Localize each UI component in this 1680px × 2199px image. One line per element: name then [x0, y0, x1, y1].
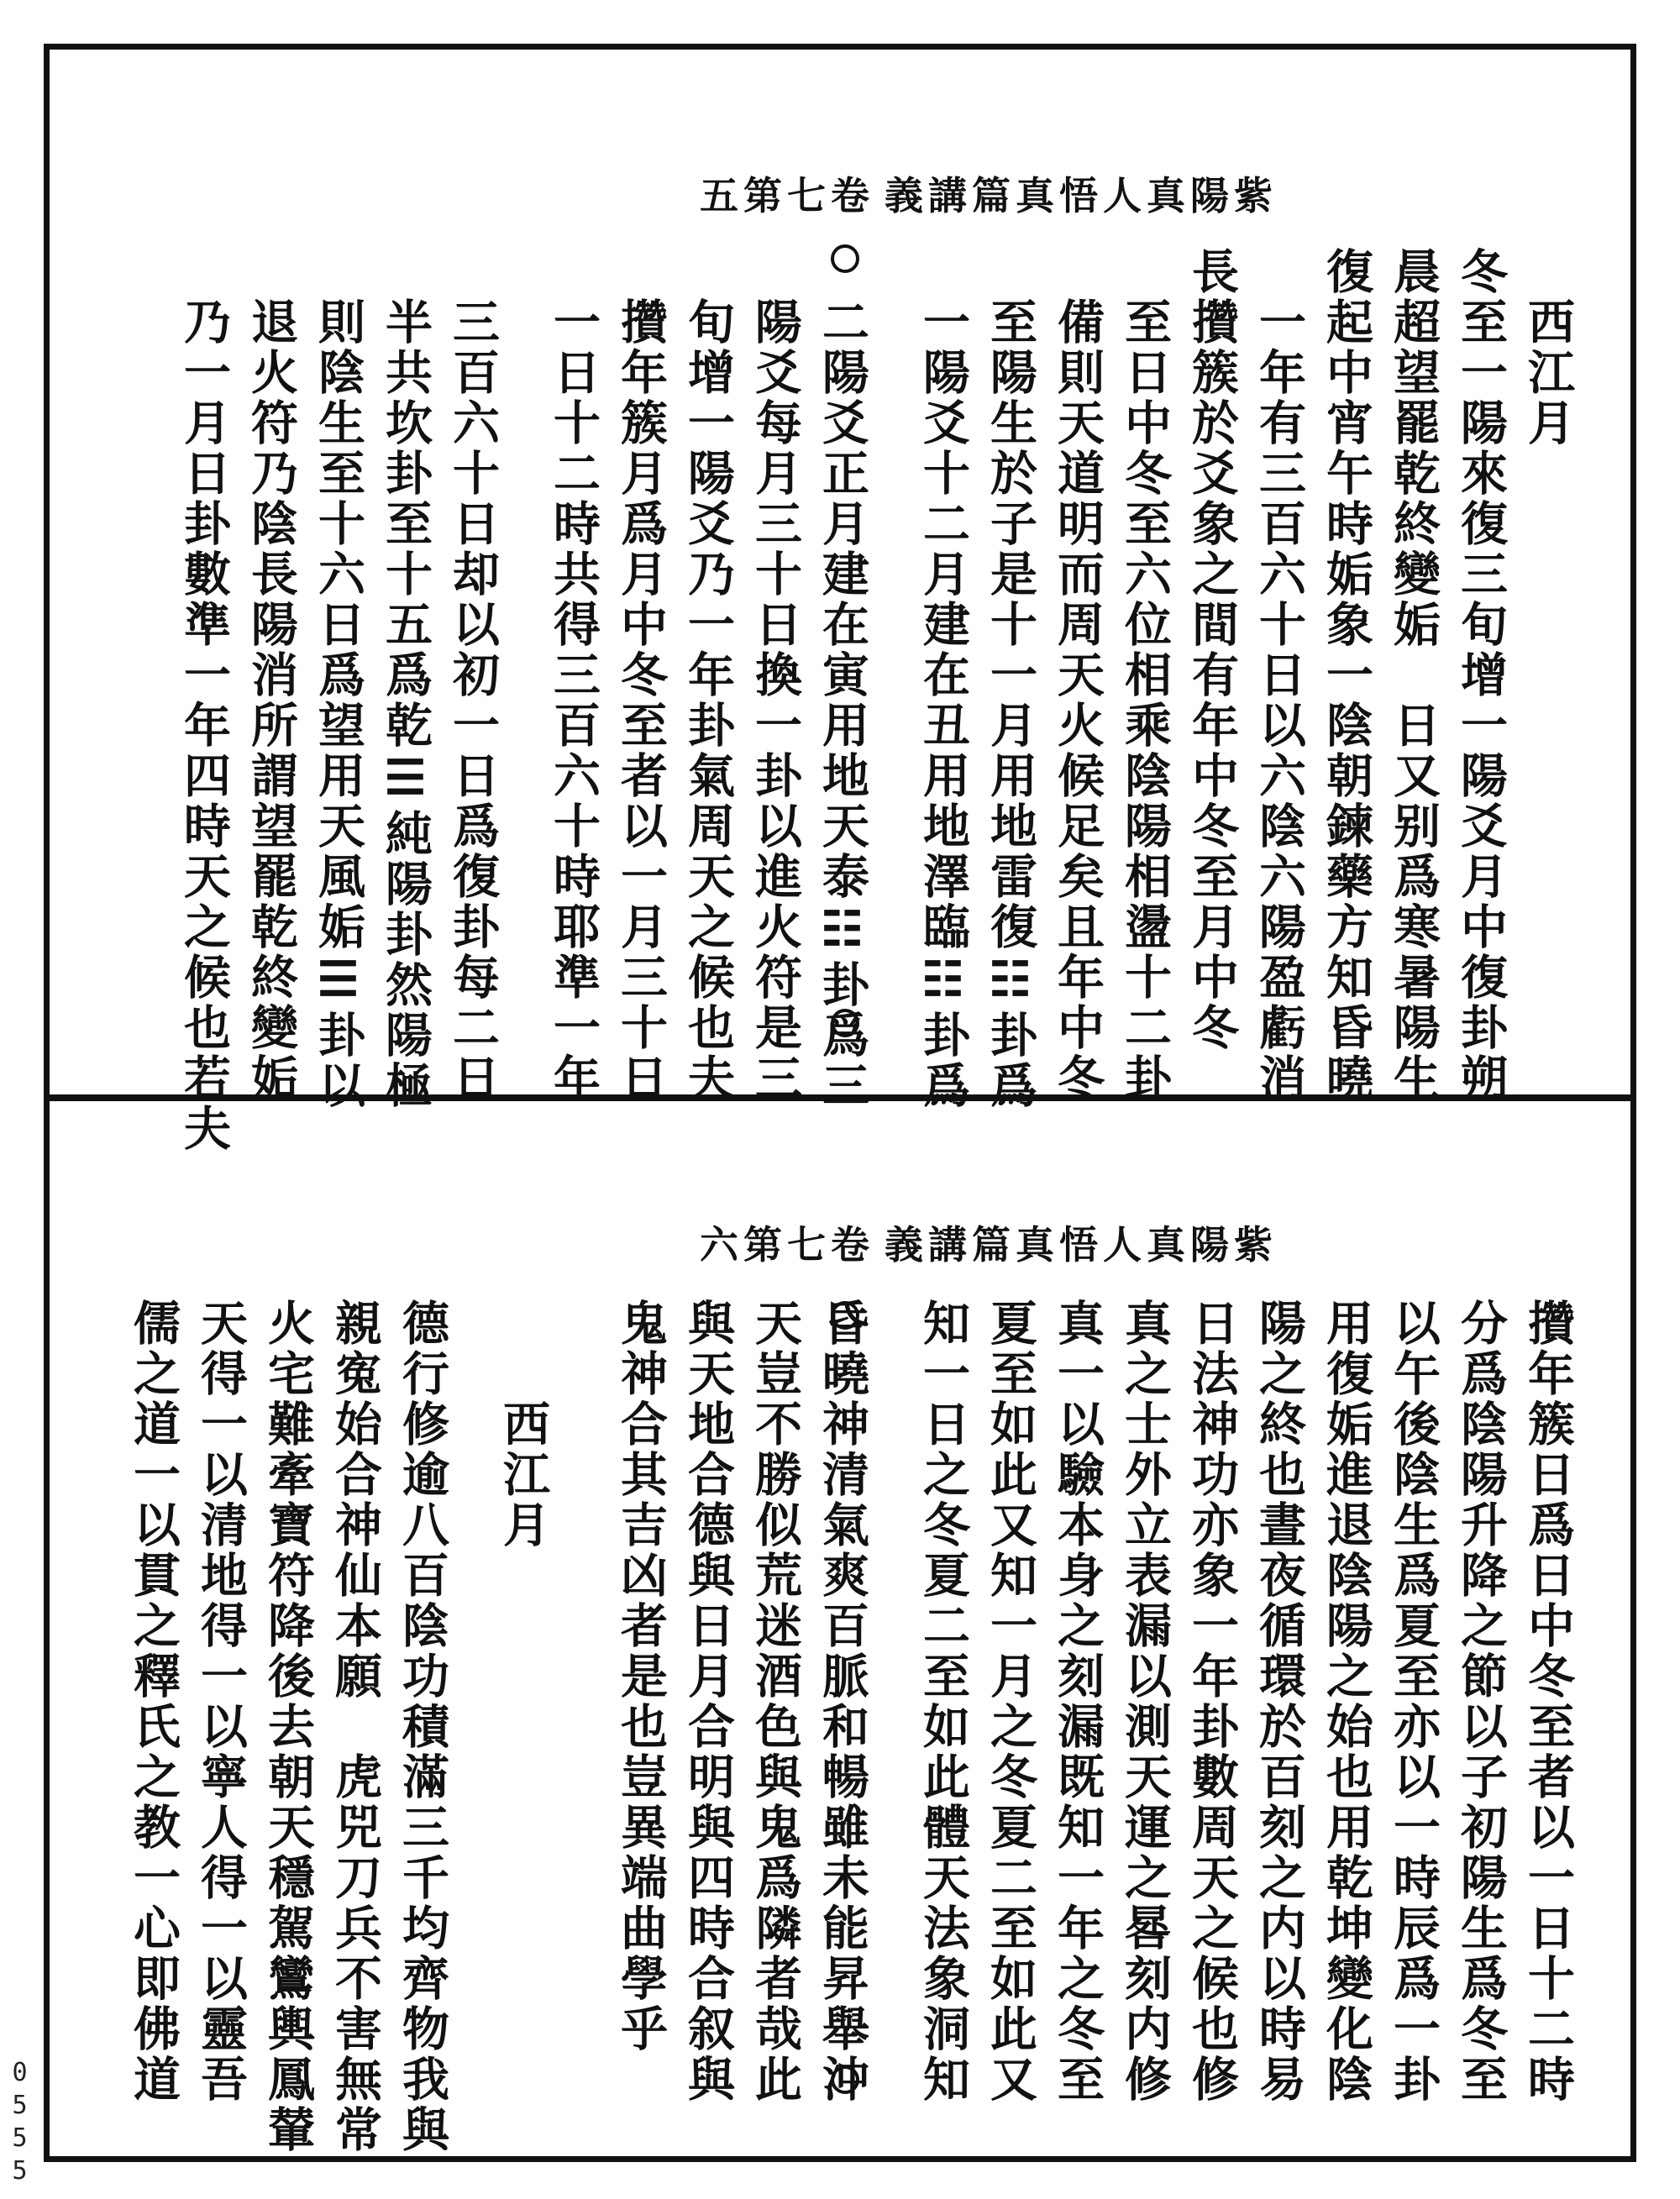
- text-column: 冬至一陽來復三旬增一陽爻月中復卦朔: [1453, 247, 1509, 1104]
- lower-text-columns: [75, 1299, 1605, 2155]
- text-column: 旬增一陽爻乃一年卦氣周天之候也夫: [680, 297, 736, 1104]
- text-column: 退火符乃陰長陽消所謂望罷乾終變姤: [244, 297, 299, 1104]
- text-column: 分爲陰陽升降之節以子初陽生爲冬至: [1453, 1299, 1509, 2105]
- text-column: 陽之終也晝夜循環於百刻之内以時易: [1252, 1299, 1307, 2105]
- text-column: 昏曉神清氣爽百脈和暢雖未能昇舉沖: [815, 1299, 870, 2105]
- text-column: 真之士外立表漏以測天運之晷刻内修: [1117, 1299, 1173, 2105]
- text-column: 攢年簇日爲日中冬至者以一日十二時: [1520, 1299, 1576, 2105]
- text-column: 晨超望罷乾終變姤 日又别爲寒暑陽生: [1386, 247, 1441, 1104]
- upper-header-title: 紫陽真人悟真篇講義: [885, 173, 1278, 218]
- lower-leaf: [50, 1101, 1630, 2156]
- text-column: 攢年簇月爲月中冬至者以一月三十日: [613, 297, 669, 1104]
- lower-header: [50, 1215, 1630, 1265]
- text-column: 陽爻每月三十日換一卦以進火符是三: [748, 297, 803, 1104]
- text-column: 復起中宵午時姤象一陰朝鍊藥方知昏曉: [1319, 247, 1374, 1104]
- text-column: 至陽生於子是十一月用地雷復☷卦爲: [983, 297, 1038, 1111]
- text-column: 一陽爻十二月建在丑用地澤臨☷卦爲: [916, 297, 971, 1111]
- text-column: 夏至如此又知一月之冬夏二至如此又: [983, 1299, 1038, 2105]
- upper-header-folio: 卷七第五: [700, 173, 874, 218]
- text-column: 三百六十日却以初一日爲復卦每二日: [445, 297, 501, 1104]
- text-column: 備則天道明而周天火候足矣且年中冬: [1050, 297, 1105, 1104]
- text-column: 以午後陰生爲夏至亦以一時辰爲一卦: [1386, 1299, 1441, 2105]
- text-column: 與天地合德與日月合明與四時合叙與: [680, 1299, 736, 2105]
- text-column: 半共坎卦至十五爲乾☰純陽卦然陽極: [378, 297, 433, 1111]
- text-column: 則陰生至十六日爲望用天風姤☰卦以: [311, 297, 366, 1111]
- text-column: 一年有三百六十日以六陰六陽盈虧消: [1252, 297, 1307, 1104]
- text-column: 至日中冬至六位相乘陰陽相盪十二卦: [1117, 297, 1173, 1104]
- circle-mark-icon: [831, 1301, 859, 1330]
- text-column: 二陽爻正月建在寅用地天泰☷卦爲三: [815, 297, 870, 1111]
- upper-header: [50, 165, 1630, 216]
- text-column: 親寃始合神仙本願 虎兕刀兵不害無常: [328, 1299, 383, 2155]
- text-column: 真一以驗本身之刻漏既知一年之冬至: [1050, 1299, 1105, 2105]
- text-column: 長攢簇於爻象之間有年中冬至月中冬: [1184, 247, 1240, 1053]
- text-column: 天豈不勝似荒迷酒色與鬼爲隣者哉此: [748, 1299, 803, 2105]
- text-column: 德行修逾八百陰功積滿三千均齊物我與: [395, 1299, 450, 2155]
- text-column: 西江月: [496, 1399, 551, 1551]
- text-column: 日法神功亦象一年卦數周天之候也修: [1184, 1299, 1240, 2105]
- text-column: 儒之道一以貫之釋氏之教一心即佛道: [126, 1299, 181, 2105]
- circle-mark-icon: [831, 244, 859, 273]
- text-column: 乃一月日卦數準一年四時天之候也若夫: [176, 297, 232, 1154]
- circle-mark-icon: [831, 2065, 859, 2094]
- lower-header-folio: 卷七第六: [700, 1222, 874, 1267]
- text-column: 西江月: [1520, 297, 1576, 449]
- circle-mark-icon: [831, 1009, 859, 1037]
- lower-header-title: 紫陽真人悟真篇講義: [885, 1222, 1278, 1267]
- upper-leaf: [50, 50, 1630, 1154]
- text-column: 火宅難牽寶符降後去朝天穩駕鸞輿鳳輦: [260, 1299, 316, 2155]
- text-column: 知一日之冬夏二至如此體天法象洞知: [916, 1299, 971, 2105]
- text-column: 一日十二時共得三百六十時耶準一年: [546, 297, 601, 1104]
- upper-text-columns: [75, 247, 1605, 1154]
- text-column: 鬼神合其吉凶者是也豈異端曲學乎: [613, 1299, 669, 2055]
- page-number: 0555: [5, 2058, 34, 2189]
- text-column: 用復姤進退陰陽之始也用乾坤變化陰: [1319, 1299, 1374, 2105]
- text-column: 天得一以清地得一以寧人得一以靈吾: [193, 1299, 249, 2105]
